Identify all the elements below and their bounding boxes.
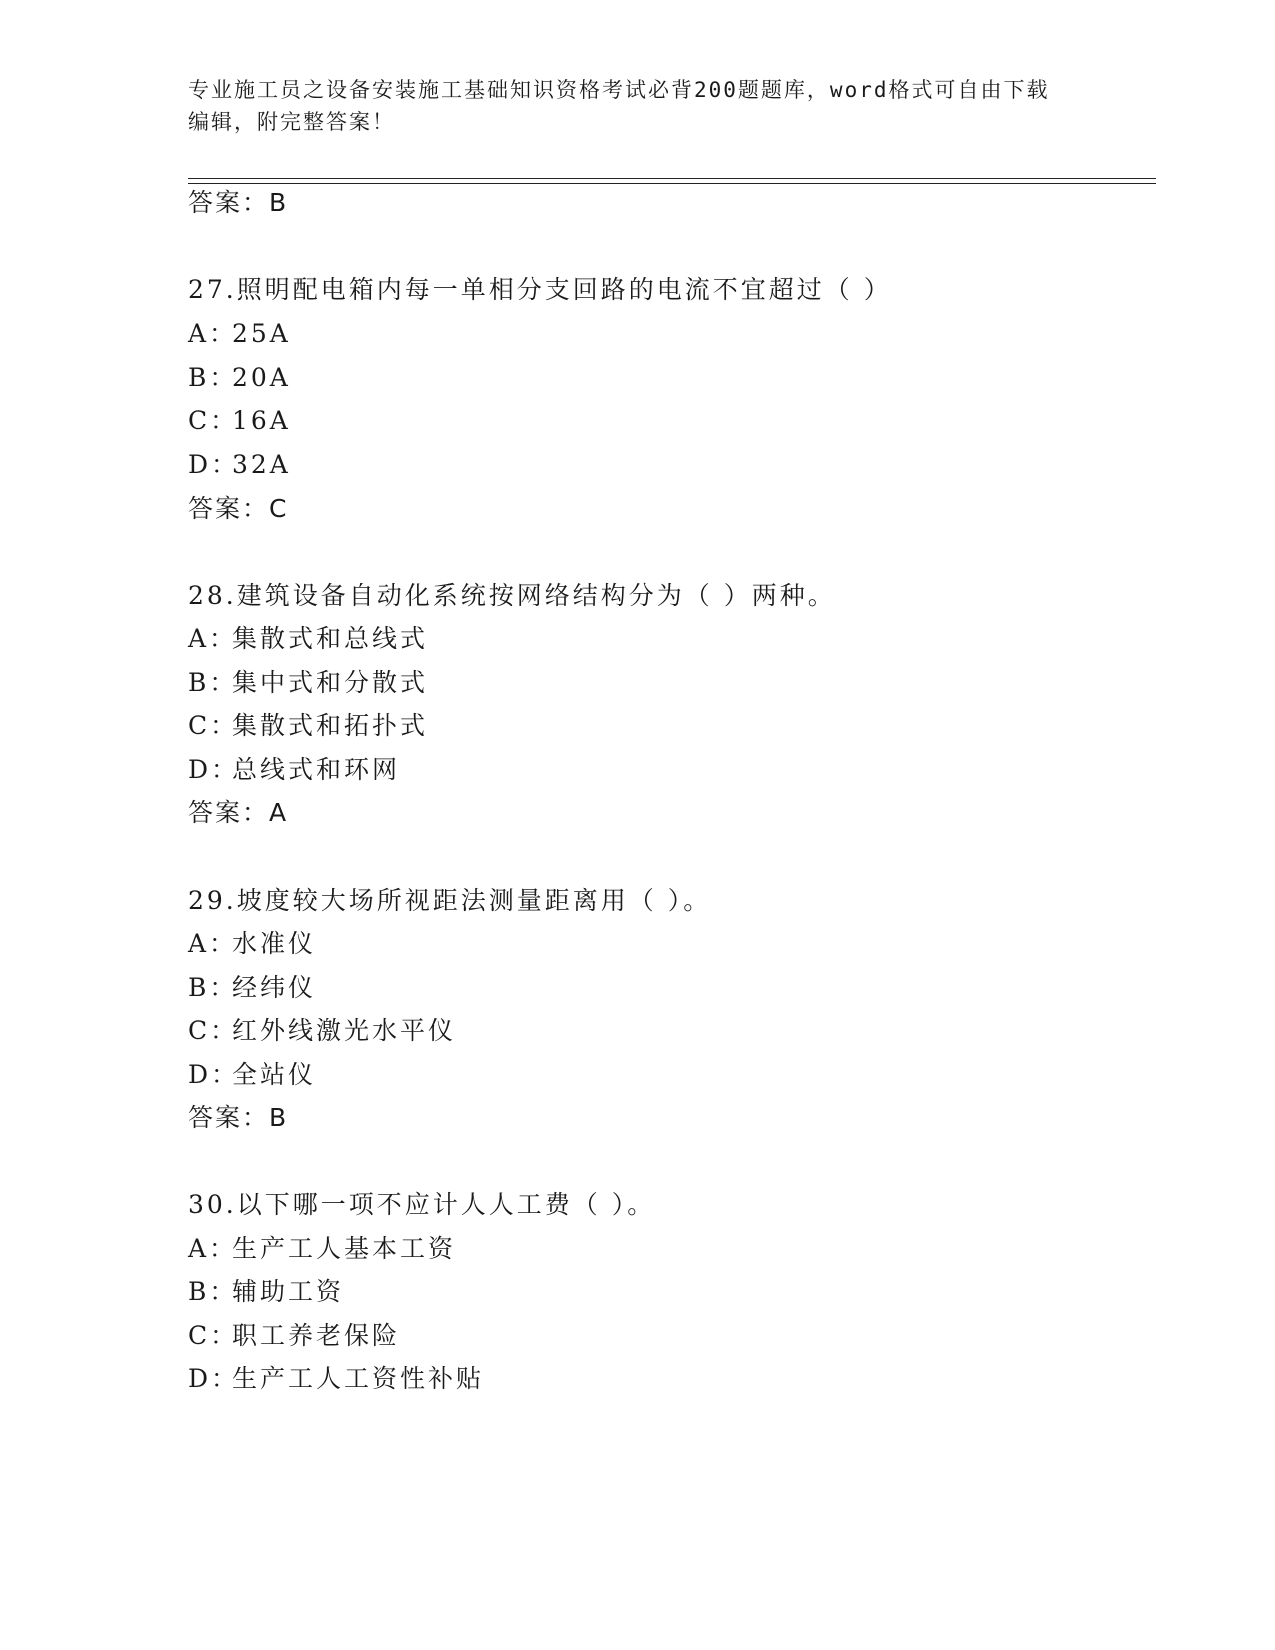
option-letter: C： [188, 1321, 239, 1350]
option-text: 红外线激光水平仪 [232, 1016, 457, 1045]
option-29-b [188, 972, 316, 1004]
option-letter: C： [188, 711, 239, 740]
option-letter: C： [188, 1016, 239, 1045]
option-27-a [188, 318, 291, 350]
answer-line: 答案：B [188, 1103, 289, 1132]
option-30-a [188, 1233, 456, 1265]
option-text: 生产工人工资性补贴 [232, 1364, 485, 1393]
option-28-d [188, 754, 400, 786]
question-28: 28.建筑设备自动化系统按网络结构分为（ ）两种。 [188, 581, 836, 610]
header-divider-top [188, 178, 1156, 179]
option-27-b [188, 362, 291, 394]
option-30-c [188, 1320, 400, 1352]
option-28-a [188, 623, 428, 655]
option-27-d [188, 449, 291, 481]
option-letter: D： [188, 1060, 240, 1089]
option-29-c [188, 1015, 456, 1047]
option-text: 20A [232, 363, 291, 392]
option-letter: A： [188, 624, 238, 653]
option-text: 32A [232, 450, 291, 479]
answer-line: 答案：A [188, 798, 289, 827]
header-divider-bottom [188, 183, 1156, 184]
option-text: 总线式和环网 [232, 755, 401, 784]
option-text: 16A [232, 406, 291, 435]
option-30-d [188, 1363, 484, 1395]
option-letter: A： [188, 319, 238, 348]
option-30-b [188, 1276, 344, 1308]
option-29-d [188, 1059, 316, 1091]
option-letter: D： [188, 755, 240, 784]
option-text: 集中式和分散式 [232, 668, 429, 697]
question-27: 27.照明配电箱内每一单相分支回路的电流不宜超过（ ） [188, 275, 892, 304]
option-text: 水准仪 [232, 929, 317, 958]
option-text: 职工养老保险 [232, 1321, 401, 1350]
option-28-c [188, 710, 428, 742]
option-letter: B： [188, 1277, 238, 1306]
option-letter: B： [188, 973, 238, 1002]
question-29: 29.坡度较大场所视距法测量距离用（ ）。 [188, 886, 712, 915]
option-text: 辅助工资 [232, 1277, 345, 1306]
document-header: 专业施工员之设备安装施工基础知识资格考试必背200题题库，word格式可自由下载编辑，附完整答案！ [188, 78, 1050, 134]
answer-line: 答案：C [188, 494, 289, 523]
option-letter: D： [188, 450, 240, 479]
option-28-b [188, 667, 428, 699]
option-29-a [188, 928, 316, 960]
option-letter: B： [188, 363, 238, 392]
option-text: 集散式和总线式 [232, 624, 429, 653]
question-30: 30.以下哪一项不应计人人工费（ ）。 [188, 1190, 656, 1219]
option-letter: B： [188, 668, 238, 697]
option-letter: D： [188, 1364, 240, 1393]
option-text: 生产工人基本工资 [232, 1234, 457, 1263]
option-text: 全站仪 [232, 1060, 317, 1089]
option-text: 经纬仪 [232, 973, 317, 1002]
answer-line: 答案：B [188, 188, 289, 217]
option-letter: A： [188, 929, 238, 958]
option-27-c [188, 405, 291, 437]
option-text: 集散式和拓扑式 [232, 711, 429, 740]
option-text: 25A [232, 319, 291, 348]
option-letter: C： [188, 406, 239, 435]
option-letter: A： [188, 1234, 238, 1263]
